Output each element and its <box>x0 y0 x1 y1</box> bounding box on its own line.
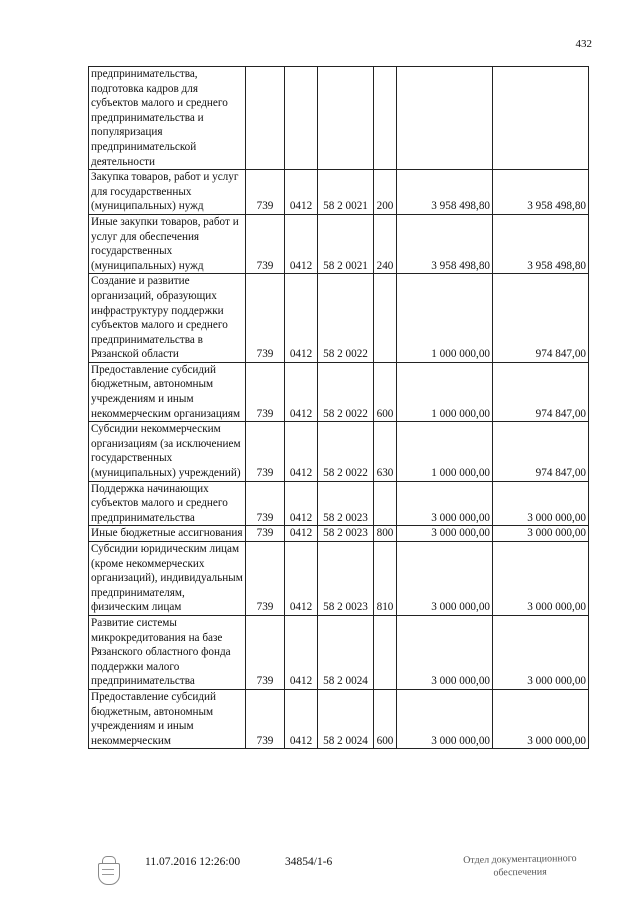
cell-section-code: 0412 <box>285 362 318 421</box>
cell-name: Субсидии некоммерческим организациям (за исключением государственных (муниципальных) учреждений) <box>89 422 246 481</box>
cell-section-code: 0412 <box>285 481 318 526</box>
cell-expense-type <box>374 274 397 363</box>
cell-expense-type: 800 <box>374 526 397 542</box>
cell-executed-amount: 3 000 000,00 <box>493 615 589 689</box>
cell-ministry-code: 739 <box>246 481 285 526</box>
page-number: 432 <box>575 38 592 50</box>
cell-expense-type: 810 <box>374 542 397 616</box>
cell-expense-type: 200 <box>374 170 397 215</box>
cell-target-code <box>318 67 374 170</box>
cell-name: Иные бюджетные ассигнования <box>89 526 246 542</box>
table-row <box>89 274 589 363</box>
department-stamp <box>440 852 600 881</box>
cell-executed-amount: 3 000 000,00 <box>493 526 589 542</box>
stamp-line-2: обеспечения <box>493 866 547 879</box>
cell-section-code: 0412 <box>285 170 318 215</box>
cell-expense-type <box>374 615 397 689</box>
cell-planned-amount: 3 958 498,80 <box>397 214 493 273</box>
cell-expense-type <box>374 481 397 526</box>
cell-target-code: 58 2 0021 <box>318 214 374 273</box>
table-row <box>89 481 589 526</box>
cell-ministry-code: 739 <box>246 542 285 616</box>
cell-name: Закупка товаров, работ и услуг для государственных (муниципальных) нужд <box>89 170 246 215</box>
budget-table <box>88 66 589 749</box>
cell-planned-amount: 3 000 000,00 <box>397 542 493 616</box>
cell-executed-amount: 3 958 498,80 <box>493 214 589 273</box>
table-row <box>89 362 589 421</box>
cell-ministry-code: 739 <box>246 689 285 748</box>
cell-name: Предоставление субсидий бюджетным, автономным учреждениям и иным некоммерческим организациям <box>89 362 246 421</box>
cell-ministry-code: 739 <box>246 214 285 273</box>
cell-ministry-code: 739 <box>246 526 285 542</box>
cell-section-code: 0412 <box>285 422 318 481</box>
table-row <box>89 689 589 748</box>
cell-name: предпринимательства, подготовка кадров для субъектов малого и среднего предпринимательства и популяризация предпринимательской деятельности <box>89 67 246 170</box>
cell-name: Предоставление субсидий бюджетным, автономным учреждениям и иным некоммерческим <box>89 689 246 748</box>
cell-planned-amount: 3 000 000,00 <box>397 526 493 542</box>
cell-target-code: 58 2 0022 <box>318 274 374 363</box>
cell-section-code <box>285 67 318 170</box>
cell-target-code: 58 2 0022 <box>318 362 374 421</box>
cell-target-code: 58 2 0023 <box>318 526 374 542</box>
cell-planned-amount: 3 958 498,80 <box>397 170 493 215</box>
cell-target-code: 58 2 0022 <box>318 422 374 481</box>
cell-target-code: 58 2 0023 <box>318 481 374 526</box>
cell-expense-type: 600 <box>374 689 397 748</box>
cell-target-code: 58 2 0021 <box>318 170 374 215</box>
cell-name: Создание и развитие организаций, образующих инфраструктуру поддержки субъектов малого и среднего предпринимательства в Рязанской области <box>89 274 246 363</box>
table-row <box>89 422 589 481</box>
table-row <box>89 526 589 542</box>
cell-ministry-code: 739 <box>246 362 285 421</box>
cell-name: Иные закупки товаров, работ и услуг для обеспечения государственных (муниципальных) нужд <box>89 214 246 273</box>
cell-planned-amount: 3 000 000,00 <box>397 481 493 526</box>
cell-section-code: 0412 <box>285 526 318 542</box>
table-row <box>89 67 589 170</box>
cell-section-code: 0412 <box>285 274 318 363</box>
table-row <box>89 170 589 215</box>
cell-section-code: 0412 <box>285 689 318 748</box>
cell-ministry-code: 739 <box>246 170 285 215</box>
cell-planned-amount: 3 000 000,00 <box>397 615 493 689</box>
cell-expense-type: 600 <box>374 362 397 421</box>
table-body <box>89 67 589 749</box>
cell-section-code: 0412 <box>285 615 318 689</box>
cell-ministry-code: 739 <box>246 422 285 481</box>
cell-executed-amount <box>493 67 589 170</box>
stamp-line-1: Отдел документационного <box>463 853 577 866</box>
cell-ministry-code: 739 <box>246 615 285 689</box>
cell-planned-amount: 1 000 000,00 <box>397 362 493 421</box>
cell-target-code: 58 2 0023 <box>318 542 374 616</box>
table-row <box>89 615 589 689</box>
cell-planned-amount: 1 000 000,00 <box>397 274 493 363</box>
cell-executed-amount: 3 958 498,80 <box>493 170 589 215</box>
cell-expense-type: 240 <box>374 214 397 273</box>
cell-ministry-code <box>246 67 285 170</box>
cell-expense-type: 630 <box>374 422 397 481</box>
cell-ministry-code: 739 <box>246 274 285 363</box>
cell-executed-amount: 3 000 000,00 <box>493 481 589 526</box>
cell-section-code: 0412 <box>285 214 318 273</box>
cell-executed-amount: 974 847,00 <box>493 362 589 421</box>
cell-executed-amount: 3 000 000,00 <box>493 542 589 616</box>
cell-expense-type <box>374 67 397 170</box>
footer-doc-number: 34854/1-6 <box>285 856 333 868</box>
cell-planned-amount: 1 000 000,00 <box>397 422 493 481</box>
cell-target-code: 58 2 0024 <box>318 615 374 689</box>
cell-planned-amount <box>397 67 493 170</box>
cell-planned-amount: 3 000 000,00 <box>397 689 493 748</box>
cell-section-code: 0412 <box>285 542 318 616</box>
cell-executed-amount: 3 000 000,00 <box>493 689 589 748</box>
cell-name: Развитие системы микрокредитования на базе Рязанского областного фонда поддержки малого предпринимательства <box>89 615 246 689</box>
cell-name: Субсидии юридическим лицам (кроме некоммерческих организаций), индивидуальным предпринимателям, физическим лицам <box>89 542 246 616</box>
coat-of-arms-emblem <box>95 856 121 888</box>
cell-executed-amount: 974 847,00 <box>493 422 589 481</box>
cell-executed-amount: 974 847,00 <box>493 274 589 363</box>
cell-name: Поддержка начинающих субъектов малого и среднего предпринимательства <box>89 481 246 526</box>
footer-datetime: 11.07.2016 12:26:00 <box>145 856 241 868</box>
table-row <box>89 542 589 616</box>
cell-target-code: 58 2 0024 <box>318 689 374 748</box>
table-row <box>89 214 589 273</box>
